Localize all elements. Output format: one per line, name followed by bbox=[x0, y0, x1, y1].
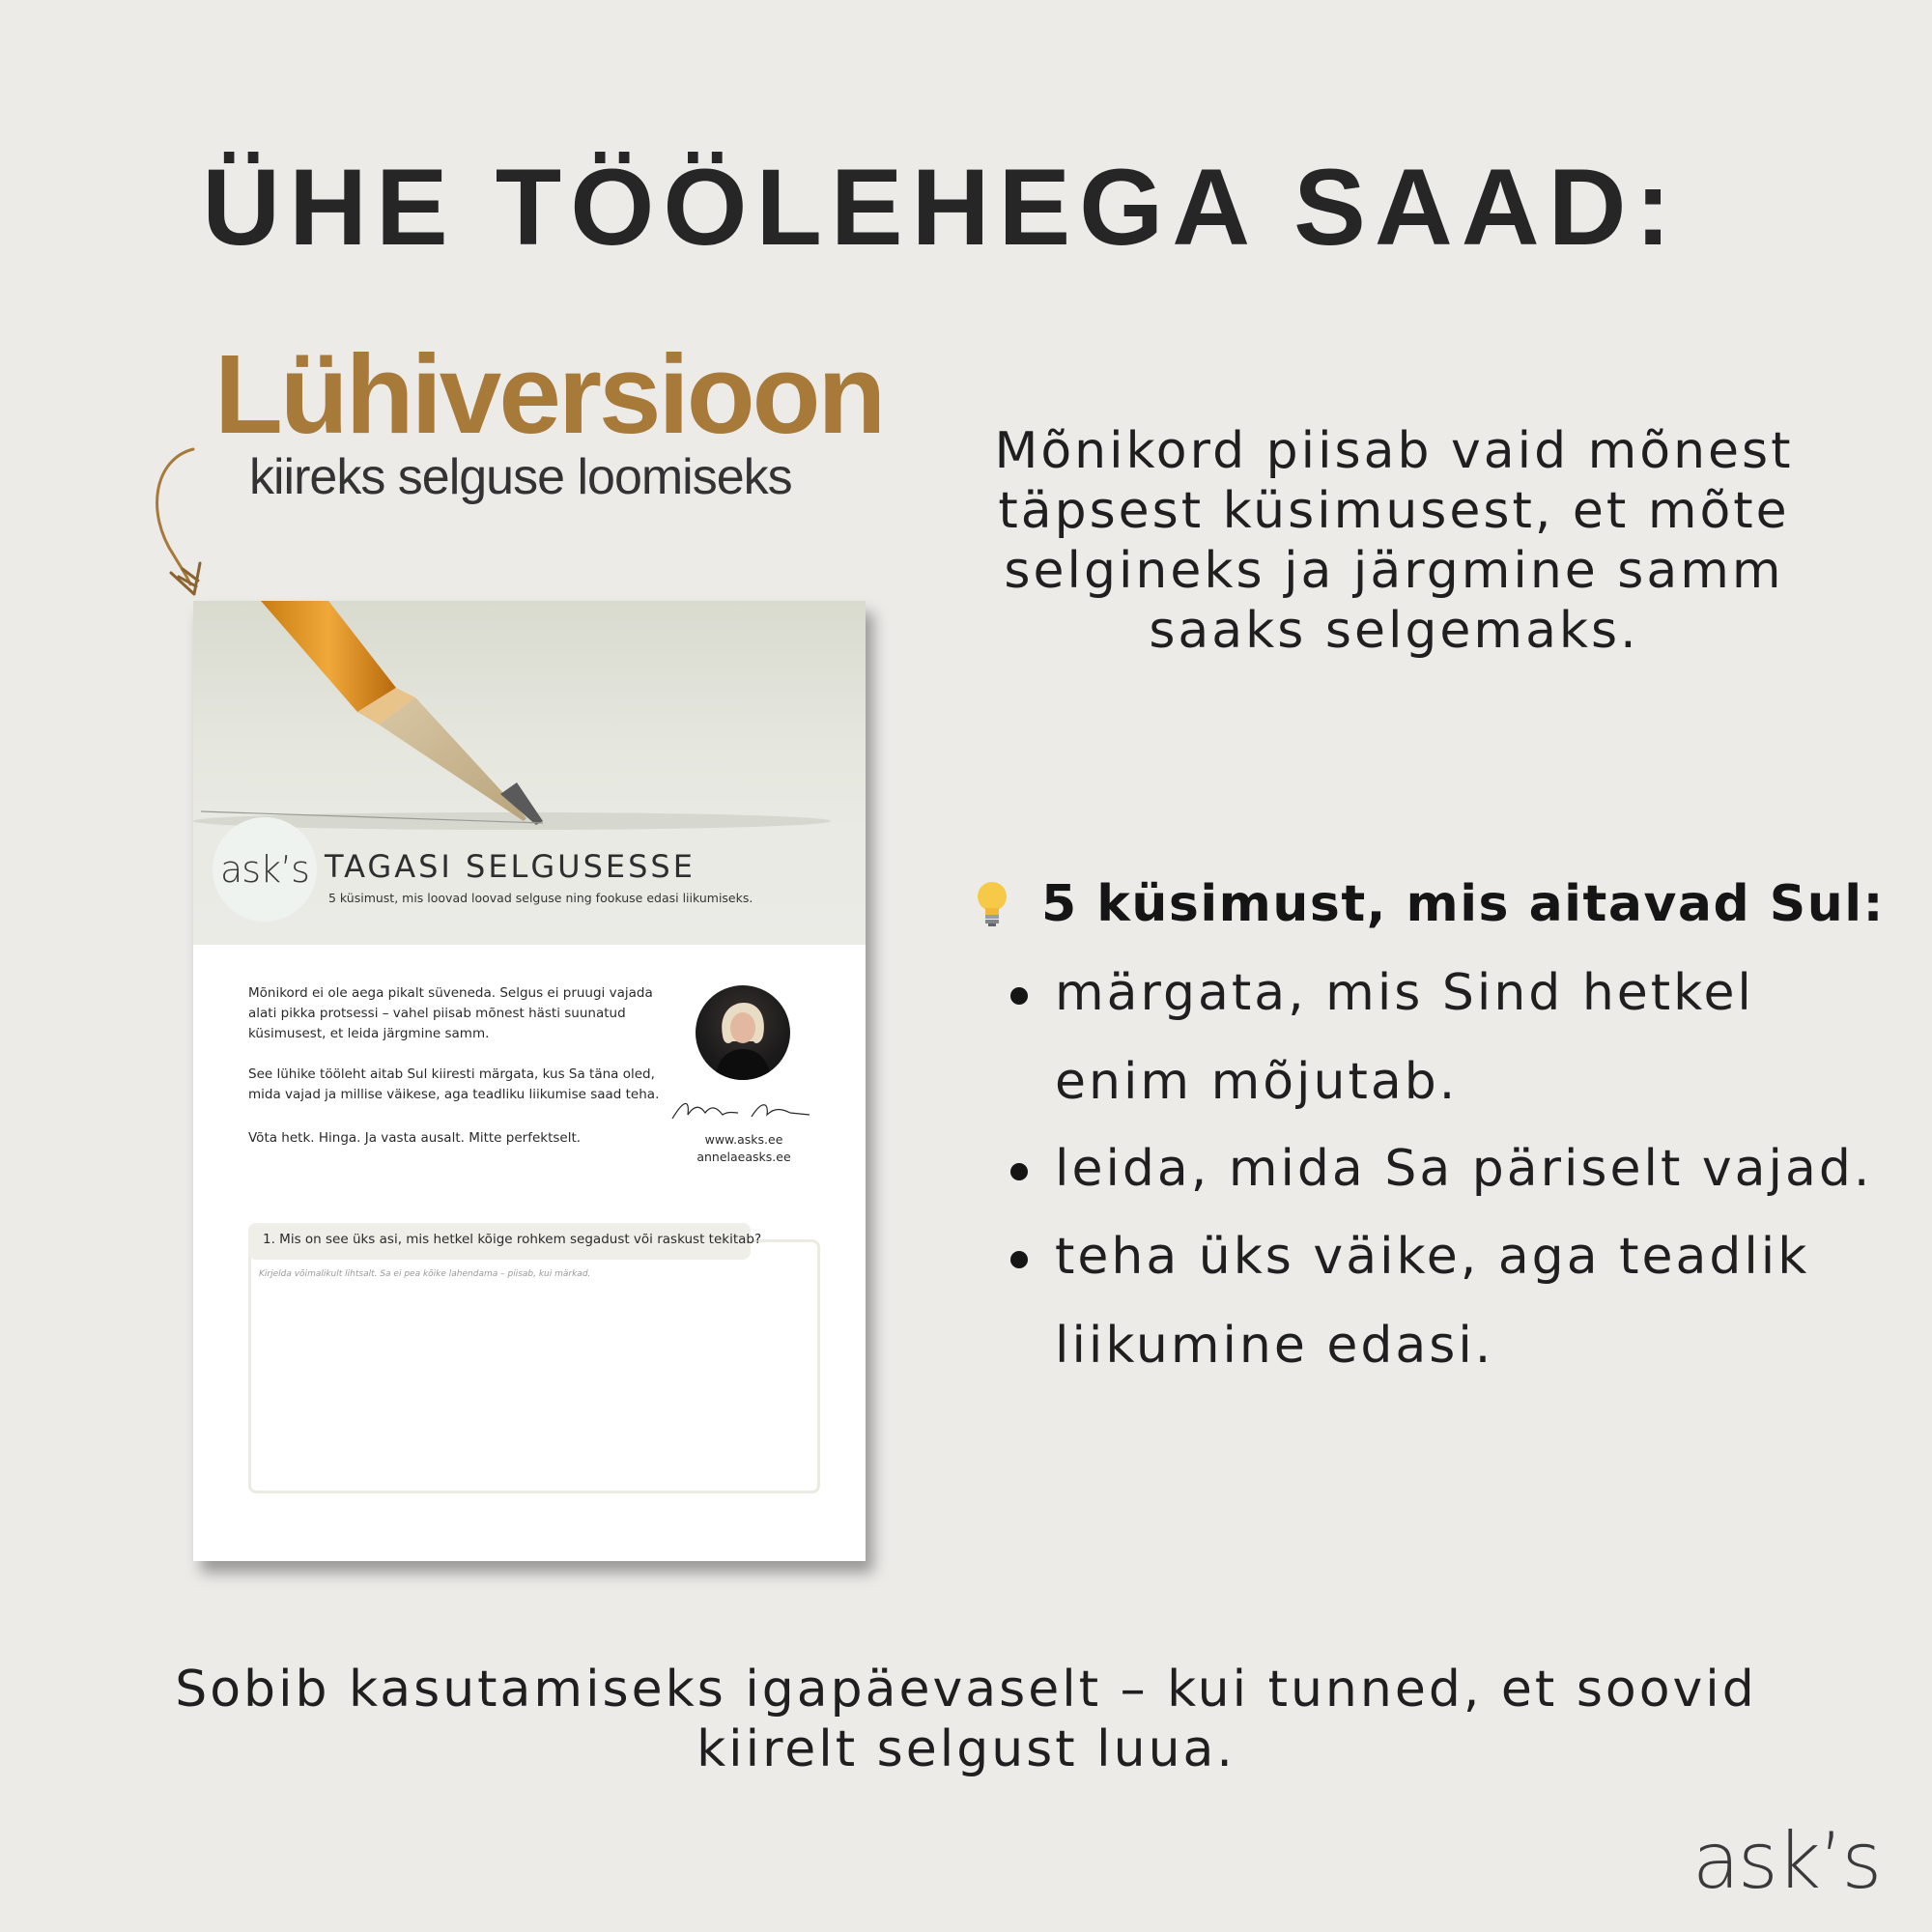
worksheet-title: TAGASI SELGUSESSE bbox=[325, 848, 696, 885]
worksheet-subtitle: 5 küsimust, mis loovad loovad selguse ning fookuse edasi liikumiseks. bbox=[328, 891, 753, 905]
footer-text: Sobib kasutamiseks igapäevaselt – kui tunned, et soovid kiirelt selgust luua. bbox=[175, 1661, 1757, 1778]
intro-text: Mõnikord piisab vaid mõnest täpsest küsimusest, et mõte selgineks ja järgmine samm saaks selgemaks. bbox=[994, 422, 1794, 660]
signature-image bbox=[668, 1094, 813, 1128]
pencil-image bbox=[193, 601, 866, 852]
worksheet-logo: ask’s bbox=[213, 817, 317, 922]
worksheet-website: www.asks.ee bbox=[704, 1132, 783, 1147]
worksheet-hint: Kirjelda võimalikult lihtsalt. Sa ei pea kõike lahendama – piisab, kui märkad. bbox=[259, 1269, 591, 1279]
worksheet-paragraph: Võta hetk. Hinga. Ja vasta ausalt. Mitte perfektselt. bbox=[248, 1130, 582, 1146]
worksheet-preview bbox=[193, 601, 866, 1561]
brand-logo: ask’s bbox=[1692, 1816, 1881, 1906]
worksheet-paragraph: Mõnikord ei ole aega pikalt süveneda. Selgus ei pruugi vajada alati pikka protsessi – vahel piisab mõnest hästi suunatud küsimusest, et leida järgmine samm. bbox=[248, 985, 653, 1041]
list-heading: 5 küsimust, mis aitavad Sul: bbox=[1041, 875, 1885, 933]
list-item: teha üks väike, aga teadlik bbox=[1055, 1228, 1810, 1286]
page-title: ÜHE TÖÖLEHEGA SAAD: bbox=[202, 147, 1680, 268]
worksheet-paragraph: See lühike tööleht aitab Sul kiiresti märgata, kus Sa täna oled, mida vajad ja millise väikese, aga teadliku liikumise saad teha. bbox=[248, 1066, 660, 1102]
version-subtitle: kiireks selguse loomiseks bbox=[249, 449, 792, 505]
curved-arrow-icon bbox=[140, 440, 227, 604]
lightbulb-icon bbox=[973, 879, 1011, 929]
worksheet-question: 1. Mis on see üks asi, mis hetkel kõige rohkem segadust või raskust tekitab? bbox=[263, 1232, 762, 1247]
bullet-dot bbox=[1010, 1163, 1028, 1180]
list-item: leida, mida Sa päriselt vajad. bbox=[1055, 1140, 1873, 1198]
worksheet-hero bbox=[193, 601, 866, 945]
bullet-dot bbox=[1010, 1251, 1028, 1268]
list-item-continuation: enim mõjutab. bbox=[1055, 1053, 1459, 1111]
list-item-continuation: liikumine edasi. bbox=[1055, 1317, 1494, 1375]
author-avatar bbox=[696, 985, 790, 1080]
version-title: Lühiversioon bbox=[214, 331, 884, 457]
bullet-dot bbox=[1010, 987, 1028, 1005]
list-item: märgata, mis Sind hetkel bbox=[1055, 964, 1754, 1022]
worksheet-email: annelaeasks.ee bbox=[696, 1150, 791, 1164]
